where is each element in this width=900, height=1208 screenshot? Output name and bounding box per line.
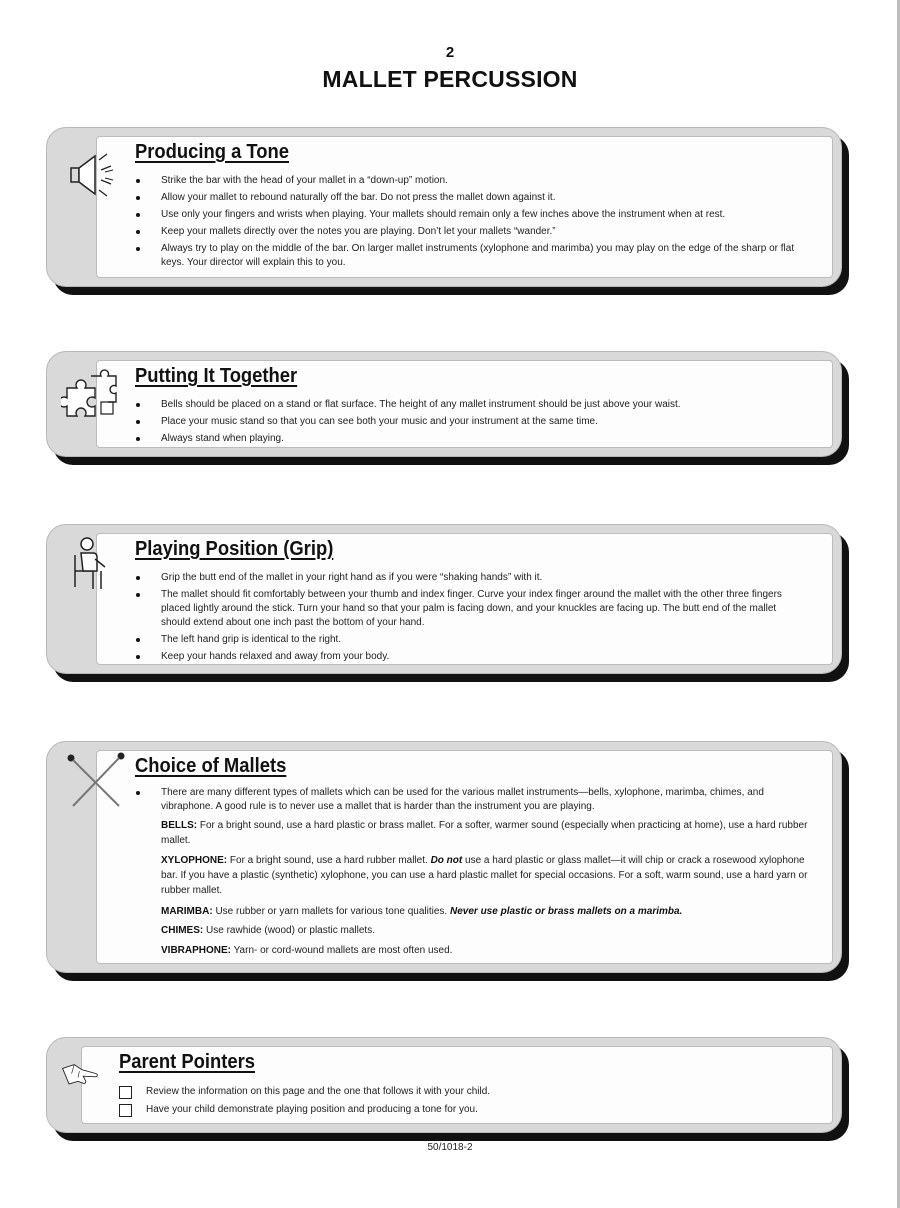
puzzle-icon [61, 366, 123, 428]
speaker-icon [61, 144, 123, 206]
bullet-list [133, 571, 807, 667]
xylophone-text: For a bright sound, use a hard rubber mallet. [229, 855, 428, 866]
section-heading: Playing Position (Grip) [135, 538, 334, 560]
xylophone-paragraph [161, 853, 811, 898]
marimba-emphasis: Never use plastic or brass mallets on a marimba. [450, 906, 683, 917]
bells-label: BELLS: [161, 820, 198, 831]
list-item: Allow your mallet to rebound naturally off the bar. Do not press the mallet down against it. [133, 191, 807, 205]
section-heading: Producing a Tone [135, 141, 290, 163]
bells-text: For a bright sound, use a hard plastic or brass mallet. For a softer, warmer sound (especially when practicing at home), use a hard rubber mallet. [161, 820, 808, 846]
page-title: MALLET PERCUSSION [322, 66, 578, 92]
footer-code: 50/1018-2 [427, 1142, 473, 1153]
list-item: Place your music stand so that you can see both your music and your instrument at the same time. [133, 415, 807, 429]
marimba-text: Use rubber or yarn mallets for various tone qualities. [215, 906, 448, 917]
list-item: Use only your fingers and wrists when playing. Your mallets should remain only a few inches above the instrument when at rest. [133, 208, 807, 222]
seated-player-icon [61, 535, 123, 597]
marimba-paragraph [161, 904, 811, 919]
list-item: Bells should be placed on a stand or flat surface. The height of any mallet instrument should be just above your waist. [133, 398, 807, 412]
pointing-hand-icon [51, 1062, 109, 1102]
list-item: Always stand when playing. [133, 432, 807, 446]
section-heading: Putting It Together [135, 365, 298, 387]
checklist-text: Have your child demonstrate playing position and producing a tone for you. [146, 1104, 478, 1115]
list-item: Keep your hands relaxed and away from your body. [133, 650, 807, 664]
chimes-text: Use rawhide (wood) or plastic mallets. [206, 925, 375, 936]
bullet-list [133, 786, 807, 817]
section-putting-together [46, 351, 842, 457]
list-item: Strike the bar with the head of your mallet in a “down-up” motion. [133, 174, 807, 188]
list-item: The left hand grip is identical to the right. [133, 633, 807, 647]
xylophone-text-continued: use a hard plastic or glass mallet—it will chip or crack a rosewood xylophone bar. If you have a plastic (synthetic) xylophone, you can use a hard plastic mallet for special occasions. For a soft, warm sound, use a hard yarn or rubber mallet. [161, 855, 808, 896]
bullet-list [133, 174, 807, 273]
marimba-label: MARIMBA: [161, 906, 213, 917]
bells-paragraph [161, 818, 811, 848]
list-item: Always try to play on the middle of the bar. On larger mallet instruments (xylophone and marimba) you may play on the edge of the sharp or flat keys. Your director will explain this to you. [133, 242, 807, 270]
vibraphone-label: VIBRAPHONE: [161, 945, 232, 956]
list-item: There are many different types of mallets which can be used for the various mallet instruments—bells, xylophone, marimba, chimes, and vibraphone. A good rule is to never use a mallet that is harder than the instrument you are playing. [133, 786, 807, 814]
section-playing-position [46, 524, 842, 674]
checklist-item [119, 1085, 490, 1099]
checklist [119, 1085, 490, 1121]
vibraphone-text: Yarn- or cord-wound mallets are most often used. [233, 945, 453, 956]
section-producing-tone [46, 127, 842, 287]
section-heading: Choice of Mallets [135, 755, 287, 777]
section-heading: Parent Pointers [119, 1051, 256, 1073]
section-parent-pointers [46, 1037, 842, 1133]
list-item: Grip the butt end of the mallet in your right hand as if you were “shaking hands” with it. [133, 571, 807, 585]
list-item: The mallet should fit comfortably between your thumb and index finger. Curve your index finger around the mallet with the other three fingers placed lightly around the stick. Turn your hand so that your palm is facing down, and your knuckles are facing up. The butt end of the mallet should extend about one inch past the bottom of your hand. [133, 588, 807, 630]
chimes-label: CHIMES: [161, 925, 204, 936]
xylophone-label: XYLOPHONE: [161, 855, 228, 866]
checklist-item [119, 1103, 490, 1117]
vibraphone-paragraph [161, 943, 811, 958]
list-item: Keep your mallets directly over the notes you are playing. Don’t let your mallets “wander.” [133, 225, 807, 239]
checkbox[interactable] [119, 1104, 132, 1117]
crossed-mallets-icon [63, 750, 125, 812]
section-choice-mallets [46, 741, 842, 973]
page-number: 2 [445, 44, 455, 61]
xylophone-emphasis: Do not [430, 855, 463, 866]
bullet-list [133, 398, 807, 449]
chimes-paragraph [161, 923, 811, 938]
checklist-text: Review the information on this page and the one that follows it with your child. [146, 1086, 491, 1097]
checkbox[interactable] [119, 1086, 132, 1099]
